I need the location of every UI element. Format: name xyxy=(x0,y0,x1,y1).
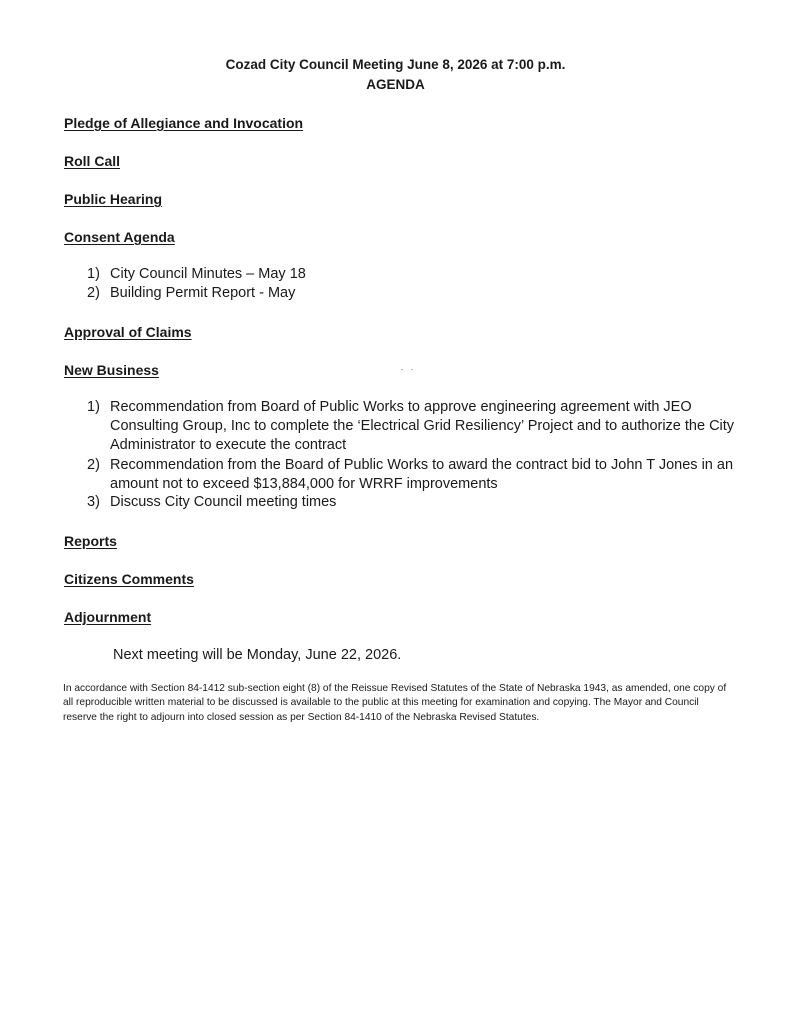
section-new-business-heading: New Business xyxy=(64,362,159,378)
scan-speck xyxy=(401,369,403,370)
item-text: Recommendation from Board of Public Works to approve engineering agreement with JEO Consulting Group, Inc to complete the ‘Electrical Grid Resiliency’ Project and to authorize the City Administrator to execute the contract xyxy=(110,399,735,453)
legal-notice: In accordance with Section 84-1412 sub-section eight (8) of the Reissue Revised Statutes of the State of Nebraska 1943, as amended, one copy of all reproducible written material to be discussed is available to the public at this meeting for examination and copying. The Mayor and Council reserve the right to adjourn into closed session as per Section 84-1410 of the Nebraska Revised Statutes. xyxy=(63,683,727,723)
section-citizens-comments-heading: Citizens Comments xyxy=(64,571,194,587)
item-text: Building Permit Report - May xyxy=(110,285,296,301)
consent-item xyxy=(87,284,737,303)
page-title: Cozad City Council Meeting June 8, 2026 at 7:00 p.m. xyxy=(225,57,566,72)
section-consent-agenda-heading: Consent Agenda xyxy=(64,229,175,245)
new-business-item xyxy=(87,398,737,455)
item-number: 1) xyxy=(87,399,100,415)
item-number: 1) xyxy=(87,266,100,282)
new-business-item xyxy=(87,493,737,512)
item-text: City Council Minutes – May 18 xyxy=(110,266,306,282)
section-roll-call-heading: Roll Call xyxy=(64,153,121,169)
item-text: Discuss City Council meeting times xyxy=(110,494,337,510)
section-public-hearing-heading: Public Hearing xyxy=(64,191,163,207)
item-number: 3) xyxy=(87,494,100,510)
consent-item xyxy=(87,265,737,284)
section-reports-heading: Reports xyxy=(64,533,117,549)
section-adjournment-heading: Adjournment xyxy=(64,609,152,625)
item-text: Recommendation from the Board of Public Works to award the contract bid to John T Jones in an amount not to exceed $13,884,000 for WRRF improvements xyxy=(110,457,734,492)
section-approval-of-claims-heading: Approval of Claims xyxy=(64,324,192,340)
item-number: 2) xyxy=(87,457,100,473)
new-business-item xyxy=(87,456,737,494)
next-meeting-note: Next meeting will be Monday, June 22, 2026. xyxy=(113,647,402,663)
scan-speck xyxy=(411,369,413,370)
item-number: 2) xyxy=(87,285,100,301)
section-pledge-heading: Pledge of Allegiance and Invocation xyxy=(64,115,304,131)
agenda-subtitle: AGENDA xyxy=(366,77,425,92)
